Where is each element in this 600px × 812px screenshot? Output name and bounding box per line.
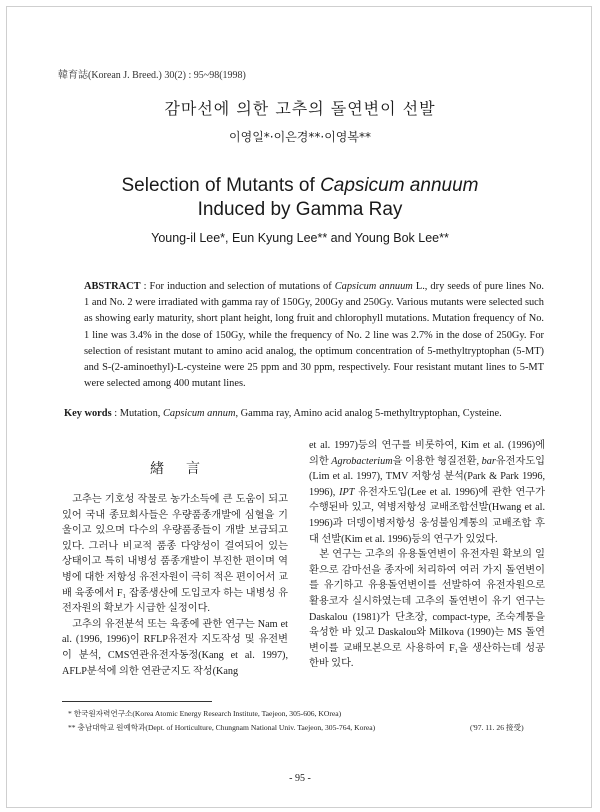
abstract [84,279,544,392]
title-species: Capsicum annuum [320,175,479,196]
right-column [309,438,545,672]
keywords-label: Key words [64,408,112,419]
title-english-line2: Induced by Gamma Ray [197,199,403,220]
text-run: 유전자도입(Lee et al. 1996)에 관한 연구가 수행된바 있고, 역병저항성 교배조합선발(Hwang et al. 1996)과 더뎅이병저항성 웅성불임계통의 교배조합 후대 선발(Kim et al. 1996)등의 연구가 있었다. [309,486,545,545]
abstract-label: ABSTRACT [84,281,141,292]
keywords-text: : Mutation, [111,408,163,419]
paragraph [309,438,545,547]
keywords [64,406,554,421]
paragraph: 고추는 기호성 작물로 농가소득에 큰 도움이 되고 있어 국내 종묘회사들은 우량품종개발에 심혈을 기울이고 있으며 다수의 우량품종들이 개발 보급되고 있다. 그러나 비교적 품종 다양성이 결여되어 있는 상태이고 특히 내병성 품종개발이 부진한 편이며 역병에 대한 저항성 유전자원이 극히 적은 편이어서 교배 육종에서 F₁ 잡종생산에 도입코자 하는 내병성 유전자원의 확보가 시급한 실정이다. [62,494,288,615]
abstract-text-cont: L., dry seeds of pure lines No. 1 and No. 2 were irradiated with gamma ray of 150Gy, 200Gy and 250Gy. Various mutants were selected such as showing early maturity, short plant height, long fruit and chlorophyll mutations. Mutation frequency of No. 1 line was 3.4% in the dose of 150Gy, while the frequency of No. 2 line was 2.7% in the dose of 250Gy. For selection of resistant mutant to amino acid analog, the optimum concentration of 5-methyltryptophan (5-MT) and S-(2-aminoethyl)-L-cysteine were 25 ppm and 30 ppm, respectively. Four resistant mutant lines to 5-MT were selected among 400 mutant lines. [84,281,545,390]
title-text: Selection of Mutants of [121,175,321,196]
keywords-text-cont: , Gamma ray, Amino acid analog 5-methyltryptophan, Cysteine. [235,408,502,419]
keywords-species: Capsicum annum [163,408,236,419]
paragraph: 본 연구는 고추의 유용돌연변이 유전자원 확보의 일환으로 감마선을 종자에 처리하여 여러 가지 돌연변이를 유기하고 유용돌연변이를 선발하여 유전자원으로 활용코자 실시하였는데 고추의 돌연변이 유기 연구는 Daskalou (1981)가 단초장, compact-type, 조숙계통을 육성한 바 있고 Daskalou와 Milkova (1990)는 MS 돌연변이를 교배모본으로 사용하여 F₁을 생산하는데 성공한바 있다. [309,549,545,670]
footnote-affiliation-2: ** 충남대학교 원예학과(Dept. of Horticulture, Chungnam National Univ. Taejeon, 305-764, Korea) [68,723,376,732]
text-italic: IPT [339,486,355,498]
text-run: 유전자도입(Lim et al. 1997), TMV 저항성 분석(Park & Park 1996, 1996), [309,455,546,498]
left-column [62,492,288,679]
abstract-species: Capsicum annuum [334,281,413,292]
journal-citation: 韓育誌(Korean J. Breed.) 30(2) : 95~98(1998) [58,70,246,81]
abstract-text: : For induction and selection of mutations of [140,281,335,292]
section-heading-introduction: 緖言 [150,461,222,477]
received-date: ('97. 11. 26 接受) [470,723,524,732]
text-italic: Agrobacterium [331,455,393,467]
title-english [0,174,600,222]
authors-english: Young-il Lee*, Eun Kyung Lee** and Young Bok Lee** [151,231,449,245]
authors-korean: 이영일*·이은경**·이영복** [229,130,371,144]
page-number: - 95 - [289,773,311,784]
text-run: 을 이용한 형질전환, [392,455,482,467]
footnote-affiliation-1: * 한국원자력연구소(Korea Atomic Energy Research Institute, Taejeon, 305-606, KOrea) [68,709,342,718]
paragraph: 고추의 유전분석 또는 육종에 관한 연구는 Nam et al. (1996, 1996)이 RFLP유전자 지도작성 및 유전변이 분석, CMS연관유전자동정(Kang et al. 1997), AFLP분석에 의한 연관군지도 작성(Kang [62,618,288,677]
footnote-divider [62,701,212,702]
title-english-line1 [0,174,600,198]
text-italic: bar [481,455,496,467]
text-run: et al. 1997)등의 연구를 비롯하여, Kim et al. (1996)에 의한 [309,440,545,467]
title-korean: 감마선에 의한 고추의 돌연변이 선발 [164,99,436,118]
